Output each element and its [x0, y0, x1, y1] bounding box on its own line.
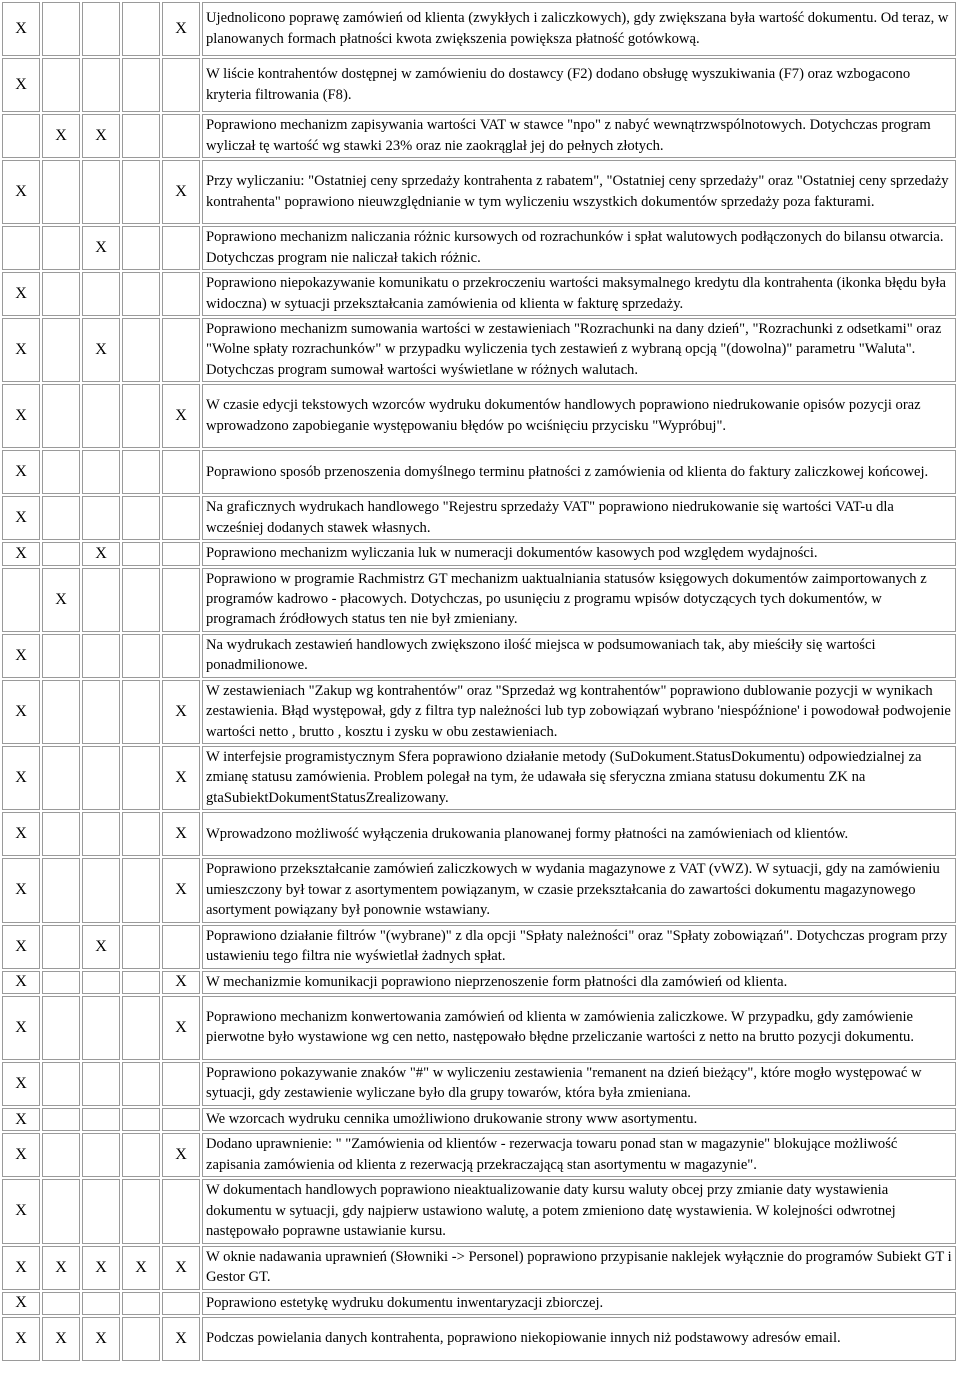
mark-cell-3	[82, 450, 120, 494]
mark-cell-2	[42, 1317, 80, 1361]
change-description: Dodano uprawnienie: " "Zamówienia od klientów - rezerwacja towaru ponad stan w magazynie" blokujące możliwość zapisania zamówienia od klienta z rezerwacją przekraczającą stan asortymentu w magazynie".	[202, 1133, 956, 1177]
mark-cell-3	[82, 680, 120, 744]
mark-cell-3	[82, 318, 120, 382]
x-mark: X	[15, 509, 27, 527]
x-mark: X	[95, 1258, 107, 1276]
changelog-row	[2, 634, 956, 678]
mark-cell-3	[82, 1108, 120, 1131]
mark-cell-4	[122, 634, 160, 678]
changelog-row	[2, 1317, 956, 1361]
mark-cell-2	[42, 680, 80, 744]
x-mark: X	[15, 76, 27, 93]
x-mark: X	[15, 407, 27, 425]
mark-cell-5	[162, 812, 200, 856]
mark-cell-3	[82, 971, 120, 994]
mark-cell-3	[82, 858, 120, 922]
change-description: W mechanizmie komunikacji poprawiono nieprzenoszenie form płatności dla zamówień od klienta.	[202, 971, 956, 994]
mark-cell-3	[82, 1317, 120, 1361]
x-mark: X	[15, 973, 27, 991]
mark-cell-5	[162, 1133, 200, 1177]
mark-cell-3	[82, 1246, 120, 1290]
mark-cell-5	[162, 971, 200, 994]
mark-cell-2	[42, 1108, 80, 1131]
x-mark: X	[95, 1329, 107, 1347]
mark-cell-3	[82, 496, 120, 540]
x-mark: X	[175, 973, 187, 991]
mark-cell-1	[2, 1246, 40, 1290]
mark-cell-1	[2, 568, 40, 632]
changelog-row	[2, 746, 956, 810]
mark-cell-1	[2, 634, 40, 678]
mark-cell-5	[162, 1246, 200, 1290]
mark-cell-4	[122, 272, 160, 316]
x-mark: X	[175, 1018, 187, 1036]
mark-cell-2	[42, 1133, 80, 1177]
mark-cell-4	[122, 680, 160, 744]
changelog-row	[2, 384, 956, 448]
mark-cell-4	[122, 925, 160, 969]
mark-cell-4	[122, 542, 160, 565]
changelog-row	[2, 318, 956, 382]
mark-cell-5	[162, 114, 200, 158]
mark-cell-1	[2, 160, 40, 224]
mark-cell-2	[42, 318, 80, 382]
mark-cell-1	[2, 680, 40, 744]
mark-cell-1	[2, 450, 40, 494]
mark-cell-3	[82, 272, 120, 316]
mark-cell-3	[82, 226, 120, 270]
x-mark: X	[15, 881, 27, 899]
x-mark: X	[15, 20, 27, 37]
mark-cell-5	[162, 272, 200, 316]
changelog-row	[2, 114, 956, 158]
change-description: Poprawiono przekształcanie zamówień zaliczkowych w wydania magazynowe z VAT (vWZ). W sytuacji, gdy na zamówieniu umieszczony był towar z asortymentem powiązanym, w czasie przekształcania do zawartości dokumentu magazynowego asortyment powiązany był ponownie wstawiany.	[202, 858, 956, 922]
mark-cell-4	[122, 496, 160, 540]
x-mark: X	[175, 1258, 187, 1276]
mark-cell-2	[42, 542, 80, 565]
x-mark: X	[175, 825, 187, 843]
x-mark: X	[55, 1329, 67, 1347]
mark-cell-5	[162, 1179, 200, 1243]
mark-cell-3	[82, 634, 120, 678]
mark-cell-4	[122, 1108, 160, 1131]
mark-cell-4	[122, 58, 160, 112]
change-description: W zestawieniach "Zakup wg kontrahentów" oraz "Sprzedaż wg kontrahentów" poprawiono dublowanie pozycji w wynikach zestawienia. Błąd występował, gdy z filtra typ należności lub typ zobowiązań wybrano 'niespóźnione' i powodował podwojenie wartości netto , brutto , kosztu i zysku w obu zestawieniach.	[202, 680, 956, 744]
change-description: Na wydrukach zestawień handlowych zwiększono ilość miejsca w podsumowaniach tak, aby mieściły się wartości ponadmilionowe.	[202, 634, 956, 678]
mark-cell-5	[162, 680, 200, 744]
mark-cell-5	[162, 384, 200, 448]
mark-cell-1	[2, 384, 40, 448]
x-mark: X	[175, 702, 187, 720]
x-mark: X	[175, 183, 187, 200]
mark-cell-4	[122, 812, 160, 856]
mark-cell-5	[162, 634, 200, 678]
change-description: W czasie edycji tekstowych wzorców wydruku dokumentów handlowych poprawiono niedrukowanie opisów pozycji oraz wprowadzono zapobieganie występowaniu błędów po wciśnięciu przycisku "Wypróbuj".	[202, 384, 956, 448]
mark-cell-4	[122, 1133, 160, 1177]
change-description: Poprawiono pokazywanie znaków "#" w wyliczeniu zestawienia "remanent na dzień bieżący", które mogło występować w sytuacji, gdy zestawienie wyliczane było dla grupy towarów, która była zmieniana.	[202, 1062, 956, 1106]
mark-cell-3	[82, 542, 120, 565]
mark-cell-2	[42, 450, 80, 494]
changelog-row	[2, 1062, 956, 1106]
change-description: Ujednolicono poprawę zamówień od klienta (zwykłych i zaliczkowych), gdy zwiększana była wartość dokumentu. Od teraz, w planowanych formach płatności kwota zwiększenia powiększa płatność gotówkową.	[202, 2, 956, 56]
x-mark: X	[15, 285, 27, 302]
mark-cell-4	[122, 1246, 160, 1290]
changelog-row	[2, 996, 956, 1060]
mark-cell-2	[42, 58, 80, 112]
mark-cell-1	[2, 1292, 40, 1315]
changelog-row	[2, 542, 956, 565]
x-mark: X	[15, 1146, 27, 1164]
mark-cell-4	[122, 160, 160, 224]
x-mark: X	[95, 341, 107, 359]
mark-cell-2	[42, 160, 80, 224]
mark-cell-1	[2, 971, 40, 994]
change-description: Poprawiono estetykę wydruku dokumentu inwentaryzacji zbiorczej.	[202, 1292, 956, 1315]
mark-cell-4	[122, 226, 160, 270]
mark-cell-2	[42, 226, 80, 270]
changelog-row	[2, 1292, 956, 1315]
x-mark: X	[15, 1294, 27, 1312]
changelog-row	[2, 450, 956, 494]
changelog-row	[2, 1246, 956, 1290]
x-mark: X	[175, 407, 187, 425]
change-description: Poprawiono działanie filtrów "(wybrane)" z dla opcji "Spłaty należności" oraz "Spłaty zobowiązań". Dotychczas program przy ustawieniu tego filtra nie wyświetlał żadnych spłat.	[202, 925, 956, 969]
mark-cell-5	[162, 496, 200, 540]
change-description: W interfejsie programistycznym Sfera poprawiono działanie metody (SuDokument.StatusDokumentu) odpowiedzialnej za zmianę statusu zamówienia. Problem polegał na tym, że udawała się sferyczna zmiana statusu dokumentu ZK na gtaSubiektDokumentStatusZrealizowany.	[202, 746, 956, 810]
x-mark: X	[15, 937, 27, 955]
mark-cell-4	[122, 746, 160, 810]
mark-cell-5	[162, 226, 200, 270]
mark-cell-4	[122, 971, 160, 994]
changelog-row	[2, 858, 956, 922]
mark-cell-1	[2, 226, 40, 270]
changelog-row	[2, 1179, 956, 1243]
x-mark: X	[95, 127, 107, 144]
change-description: We wzorcach wydruku cennika umożliwiono drukowanie strony www asortymentu.	[202, 1108, 956, 1131]
changelog-row	[2, 272, 956, 316]
mark-cell-5	[162, 160, 200, 224]
mark-cell-5	[162, 1317, 200, 1361]
x-mark: X	[55, 127, 67, 144]
x-mark: X	[95, 937, 107, 955]
mark-cell-1	[2, 272, 40, 316]
mark-cell-3	[82, 1179, 120, 1243]
mark-cell-5	[162, 925, 200, 969]
x-mark: X	[55, 590, 67, 608]
change-description: Na graficznych wydrukach handlowego "Rejestru sprzedaży VAT" poprawiono niedrukowanie się wartości VAT-u dla wcześniej dodanych stawek własnych.	[202, 496, 956, 540]
mark-cell-5	[162, 1292, 200, 1315]
changelog-row	[2, 925, 956, 969]
mark-cell-3	[82, 1133, 120, 1177]
changelog-row	[2, 568, 956, 632]
mark-cell-1	[2, 996, 40, 1060]
x-mark: X	[175, 769, 187, 787]
changelog-row	[2, 496, 956, 540]
x-mark: X	[15, 1074, 27, 1092]
mark-cell-1	[2, 318, 40, 382]
x-mark: X	[95, 239, 107, 256]
changelog-body	[2, 2, 956, 1361]
mark-cell-4	[122, 2, 160, 56]
x-mark: X	[15, 1018, 27, 1036]
mark-cell-2	[42, 812, 80, 856]
changelog-row	[2, 812, 956, 856]
x-mark: X	[15, 463, 27, 481]
change-description: Poprawiono w programie Rachmistrz GT mechanizm uaktualniania statusów księgowych dokumentów zaimportowanych z programów kadrowo - płacowych. Dotychczas, po usunięciu z programu wpisów dotyczących tych dokumentów, w programach źródłowych status ten nie był zmieniany.	[202, 568, 956, 632]
x-mark: X	[15, 769, 27, 787]
change-description: Przy wyliczaniu: "Ostatniej ceny sprzedaży kontrahenta z rabatem", "Ostatniej ceny sprzedaży" oraz "Ostatniej ceny sprzedaży kontrahenta" poprawiono nieuwzględnianie w tym wyliczeniu wszystkich dokumentów sprzedaży poza fakturami.	[202, 160, 956, 224]
x-mark: X	[15, 544, 27, 562]
mark-cell-1	[2, 1108, 40, 1131]
mark-cell-1	[2, 1179, 40, 1243]
mark-cell-5	[162, 996, 200, 1060]
mark-cell-2	[42, 2, 80, 56]
change-description: Wprowadzono możliwość wyłączenia drukowania planowanej formy płatności na zamówieniach od klientów.	[202, 812, 956, 856]
mark-cell-1	[2, 1133, 40, 1177]
mark-cell-2	[42, 384, 80, 448]
mark-cell-3	[82, 1062, 120, 1106]
mark-cell-2	[42, 568, 80, 632]
mark-cell-1	[2, 1317, 40, 1361]
x-mark: X	[175, 1146, 187, 1164]
change-description: Poprawiono mechanizm naliczania różnic kursowych od rozrachunków i spłat walutowych podłączonych do bilansu otwarcia. Dotychczas program nie naliczał takich różnic.	[202, 226, 956, 270]
mark-cell-5	[162, 746, 200, 810]
mark-cell-2	[42, 272, 80, 316]
x-mark: X	[135, 1258, 147, 1276]
mark-cell-4	[122, 1179, 160, 1243]
mark-cell-2	[42, 1292, 80, 1315]
mark-cell-3	[82, 2, 120, 56]
x-mark: X	[15, 702, 27, 720]
changelog-row	[2, 160, 956, 224]
change-description: Poprawiono mechanizm sumowania wartości w zestawieniach "Rozrachunki na dany dzień", "Rozrachunki z odsetkami" oraz "Wolne spłaty rozrachunków" w przypadku wyliczenia tych zestawień z wybraną opcją "(dowolna)" parametru "Waluta". Dotychczas program sumował wartości wyświetlane w różnych walutach.	[202, 318, 956, 382]
mark-cell-1	[2, 496, 40, 540]
x-mark: X	[15, 1258, 27, 1276]
change-description: Poprawiono mechanizm wyliczania luk w numeracji dokumentów kasowych pod względem wydajności.	[202, 542, 956, 565]
mark-cell-4	[122, 996, 160, 1060]
x-mark: X	[15, 646, 27, 664]
x-mark: X	[175, 881, 187, 899]
mark-cell-2	[42, 1246, 80, 1290]
mark-cell-4	[122, 114, 160, 158]
changelog-row	[2, 2, 956, 56]
mark-cell-1	[2, 2, 40, 56]
changelog-row	[2, 971, 956, 994]
mark-cell-3	[82, 58, 120, 112]
mark-cell-2	[42, 858, 80, 922]
x-mark: X	[15, 1329, 27, 1347]
mark-cell-5	[162, 318, 200, 382]
mark-cell-3	[82, 1292, 120, 1315]
mark-cell-3	[82, 996, 120, 1060]
change-description: Poprawiono mechanizm zapisywania wartości VAT w stawce "npo" z nabyć wewnątrzwspólnotowych. Dotychczas program wyliczał tę wartość wg stawki 23% oraz nie zaokrąglał jej do pełnych złotych.	[202, 114, 956, 158]
mark-cell-3	[82, 746, 120, 810]
mark-cell-2	[42, 925, 80, 969]
mark-cell-5	[162, 568, 200, 632]
mark-cell-1	[2, 542, 40, 565]
mark-cell-4	[122, 1317, 160, 1361]
changelog-row	[2, 226, 956, 270]
change-description: Poprawiono mechanizm konwertowania zamówień od klienta w zamówienia zaliczkowe. W przypadku, gdy zamówienie pierwotne było wystawione wg cen netto, następowało błędne przeliczanie wartości z netto na brutto pozycji dokumentu.	[202, 996, 956, 1060]
mark-cell-1	[2, 1062, 40, 1106]
mark-cell-5	[162, 1108, 200, 1131]
mark-cell-4	[122, 858, 160, 922]
mark-cell-3	[82, 812, 120, 856]
x-mark: X	[15, 341, 27, 359]
x-mark: X	[175, 20, 187, 37]
changelog-row	[2, 1108, 956, 1131]
mark-cell-2	[42, 971, 80, 994]
changelog-row	[2, 1133, 956, 1177]
mark-cell-4	[122, 1292, 160, 1315]
change-description: Poprawiono niepokazywanie komunikatu o przekroczeniu wartości maksymalnego kredytu dla kontrahenta (ikonka błędu była widoczna) w sytuacji przekształcania zamówienia od klienta w fakturę sprzedaży.	[202, 272, 956, 316]
x-mark: X	[15, 1110, 27, 1128]
x-mark: X	[15, 183, 27, 200]
x-mark: X	[95, 544, 107, 562]
mark-cell-4	[122, 318, 160, 382]
mark-cell-3	[82, 160, 120, 224]
changelog-row	[2, 58, 956, 112]
mark-cell-4	[122, 1062, 160, 1106]
mark-cell-5	[162, 542, 200, 565]
mark-cell-1	[2, 812, 40, 856]
x-mark: X	[55, 1258, 67, 1276]
change-description: Podczas powielania danych kontrahenta, poprawiono niekopiowanie innych niż podstawowy adresów email.	[202, 1317, 956, 1361]
mark-cell-2	[42, 996, 80, 1060]
x-mark: X	[15, 1202, 27, 1220]
mark-cell-2	[42, 746, 80, 810]
mark-cell-2	[42, 1179, 80, 1243]
mark-cell-4	[122, 568, 160, 632]
mark-cell-2	[42, 496, 80, 540]
mark-cell-3	[82, 568, 120, 632]
mark-cell-5	[162, 450, 200, 494]
mark-cell-5	[162, 58, 200, 112]
x-mark: X	[175, 1329, 187, 1347]
mark-cell-3	[82, 384, 120, 448]
mark-cell-3	[82, 925, 120, 969]
mark-cell-1	[2, 746, 40, 810]
mark-cell-4	[122, 450, 160, 494]
change-description: W dokumentach handlowych poprawiono nieaktualizowanie daty kursu waluty obcej przy zmianie daty wystawienia dokumentu w sytuacji, gdy najpierw ustawiono walutę, a potem zmieniono datę wystawienia. W kolejności odwrotnej następowało poprawne ustawianie kursu.	[202, 1179, 956, 1243]
changelog-row	[2, 680, 956, 744]
mark-cell-5	[162, 858, 200, 922]
change-description: Poprawiono sposób przenoszenia domyślnego terminu płatności z zamówienia od klienta do faktury zaliczkowej końcowej.	[202, 450, 956, 494]
mark-cell-1	[2, 858, 40, 922]
mark-cell-4	[122, 384, 160, 448]
mark-cell-1	[2, 58, 40, 112]
change-description: W liście kontrahentów dostępnej w zamówieniu do dostawcy (F2) dodano obsługę wyszukiwania (F7) oraz wzbogacono kryteria filtrowania (F8).	[202, 58, 956, 112]
mark-cell-2	[42, 1062, 80, 1106]
mark-cell-2	[42, 634, 80, 678]
x-mark: X	[15, 825, 27, 843]
change-description: W oknie nadawania uprawnień (Słowniki -> Personel) poprawiono przypisanie naklejek wyłącznie do programów Subiekt GT i Gestor GT.	[202, 1246, 956, 1290]
mark-cell-1	[2, 114, 40, 158]
mark-cell-3	[82, 114, 120, 158]
mark-cell-2	[42, 114, 80, 158]
mark-cell-5	[162, 1062, 200, 1106]
mark-cell-1	[2, 925, 40, 969]
mark-cell-5	[162, 2, 200, 56]
